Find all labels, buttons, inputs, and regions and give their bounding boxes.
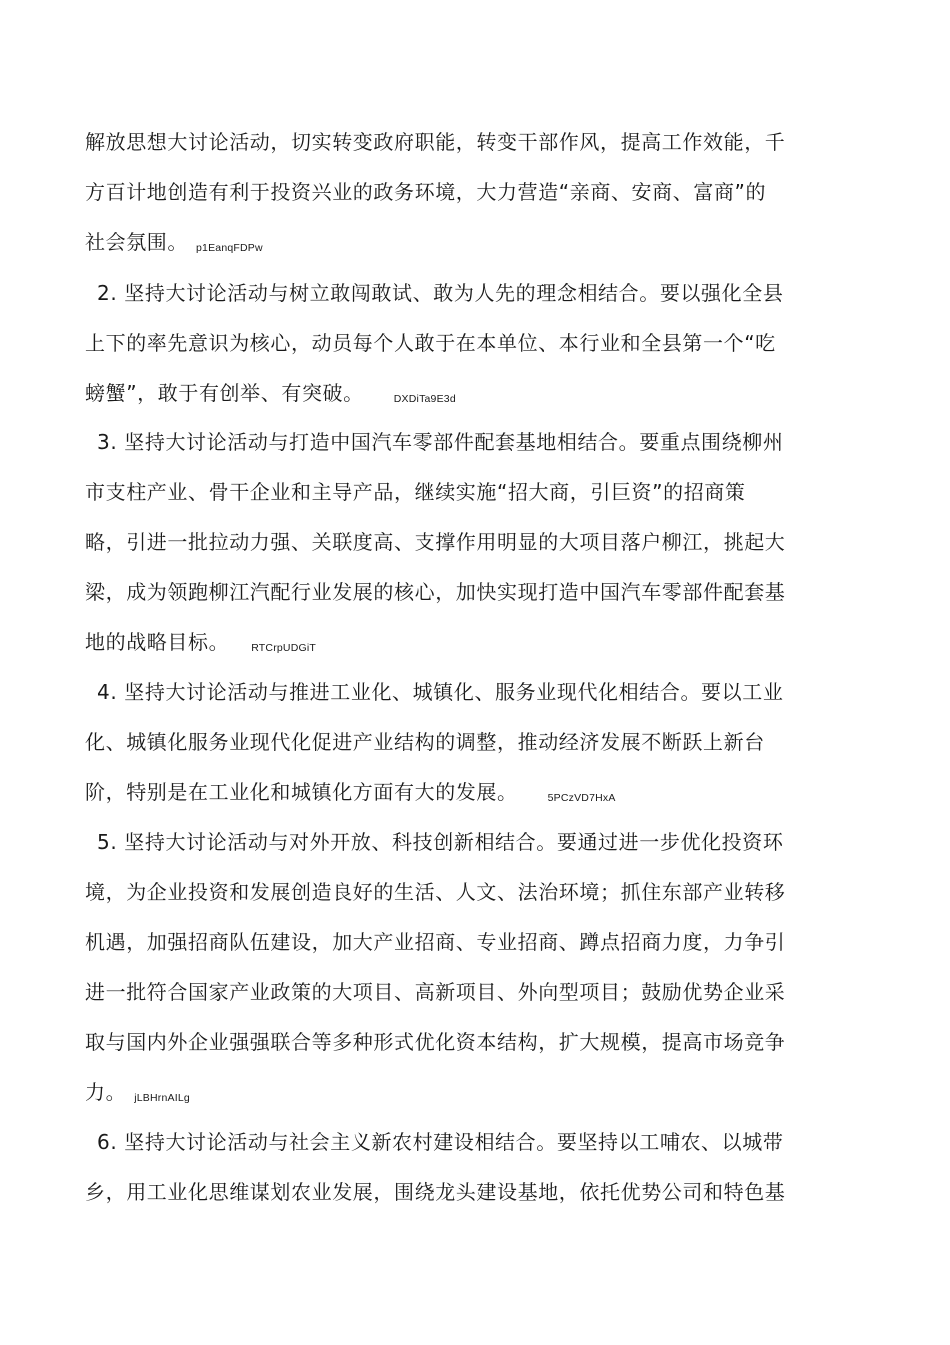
paragraph-text: 地的战略目标。 <box>85 630 230 654</box>
reference-code: RTCrpUDGiT <box>251 642 317 654</box>
reference-code: DXDiTa9E3d <box>393 393 456 405</box>
paragraph-line: 方百计地创造有利于投资兴业的政务环境，大力营造“亲商、安商、富商”的 <box>85 180 767 204</box>
paragraph-line: 上下的率先意识为核心，动员每个人敢于在本单位、本行业和全县第一个“吃 <box>85 331 776 355</box>
list-item-4-line: 4. 坚持大讨论活动与推进工业化、城镇化、服务业现代化相结合。要以工业 <box>97 680 784 704</box>
list-item-6-line: 6. 坚持大讨论活动与社会主义新农村建设相结合。要坚持以工哺农、以城带 <box>97 1130 784 1154</box>
paragraph-text: 螃蟹”，敢于有创举、有突破。 <box>85 381 364 405</box>
paragraph-line <box>85 777 805 807</box>
paragraph-line: 化、城镇化服务业现代化促进产业结构的调整，推动经济发展不断跃上新台 <box>85 730 765 754</box>
paragraph-line: 机遇，加强招商队伍建设，加大产业招商、专业招商、蹲点招商力度，力争引 <box>85 930 786 954</box>
paragraph-line <box>85 227 805 257</box>
list-item-5-line: 5. 坚持大讨论活动与对外开放、科技创新相结合。要通过进一步优化投资环 <box>97 830 784 854</box>
reference-code: 5PCzVD7HxA <box>547 792 616 804</box>
paragraph-line: 解放思想大讨论活动，切实转变政府职能，转变干部作风，提高工作效能，千 <box>85 130 786 154</box>
list-item-2-line: 2. 坚持大讨论活动与树立敢闯敢试、敢为人先的理念相结合。要以强化全县 <box>97 281 784 305</box>
paragraph-line <box>85 1077 805 1107</box>
paragraph-line <box>85 378 805 408</box>
paragraph-text: 力。 <box>85 1080 127 1104</box>
reference-code: p1EanqFDPw <box>196 242 263 254</box>
reference-code: jLBHrnAILg <box>134 1092 190 1104</box>
paragraph-line <box>85 627 805 657</box>
paragraph-line: 市支柱产业、骨干企业和主导产品，继续实施“招大商，引巨资”的招商策 <box>85 480 746 504</box>
paragraph-line: 梁，成为领跑柳江汽配行业发展的核心，加快实现打造中国汽车零部件配套基 <box>85 580 786 604</box>
paragraph-text: 阶，特别是在工业化和城镇化方面有大的发展。 <box>85 780 518 804</box>
paragraph-line: 进一批符合国家产业政策的大项目、高新项目、外向型项目；鼓励优势企业采 <box>85 980 786 1004</box>
list-item-3-line: 3. 坚持大讨论活动与打造中国汽车零部件配套基地相结合。要重点围绕柳州 <box>97 430 784 454</box>
paragraph-line: 取与国内外企业强强联合等多种形式优化资本结构，扩大规模，提高市场竞争 <box>85 1030 786 1054</box>
paragraph-line: 乡，用工业化思维谋划农业发展，围绕龙头建设基地，依托优势公司和特色基 <box>85 1180 786 1204</box>
paragraph-line: 略，引进一批拉动力强、关联度高、支撑作用明显的大项目落户柳江，挑起大 <box>85 530 786 554</box>
paragraph-line: 境，为企业投资和发展创造良好的生活、人文、法治环境；抓住东部产业转移 <box>85 880 786 904</box>
paragraph-text: 社会氛围。 <box>85 230 188 254</box>
